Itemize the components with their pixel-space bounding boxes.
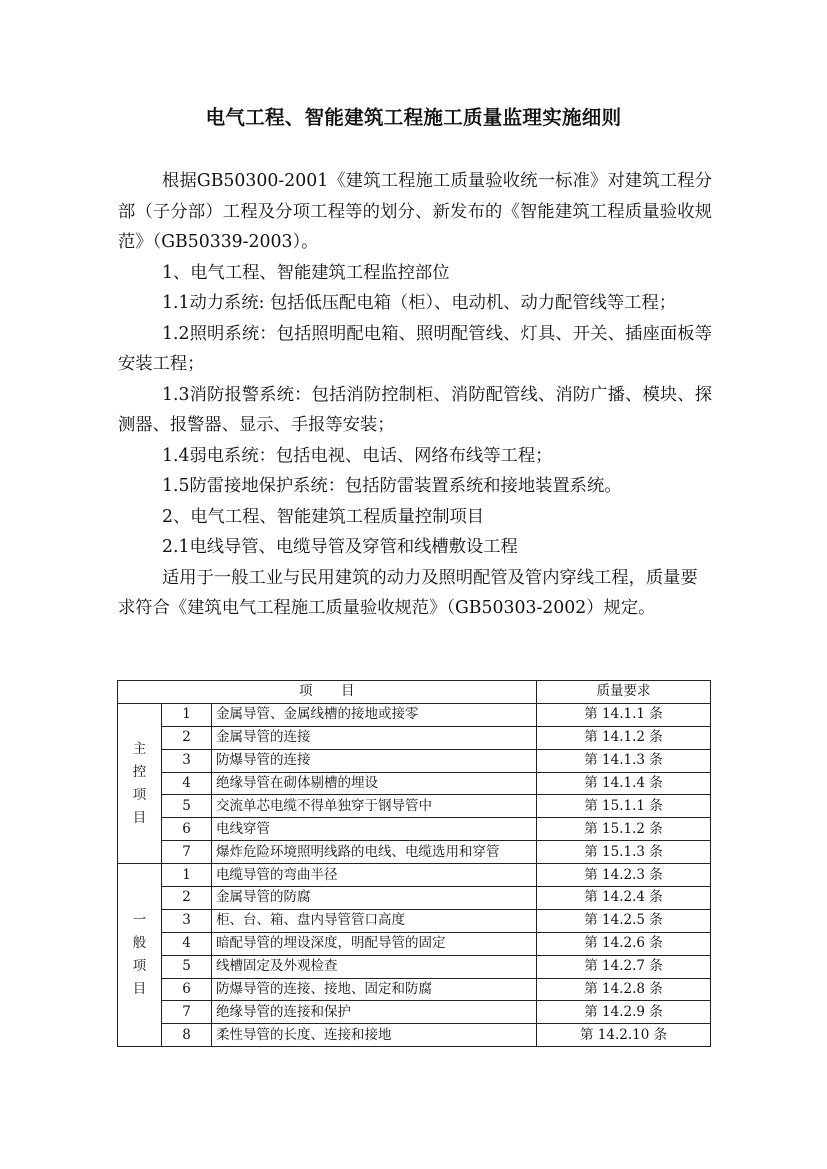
table-row	[118, 1001, 711, 1024]
item-1-2: 1.2照明系统：包括照明配电箱、照明配管线、灯具、开关、插座面板等安装工程；	[118, 323, 712, 374]
item-1-4: 1.4弱电系统：包括电视、电话、网络布线等工程；	[162, 445, 553, 466]
row-number: 4	[162, 932, 212, 955]
table-row	[118, 864, 711, 887]
section-heading-2: 2、电气工程、智能建筑工程质量控制项目	[162, 506, 485, 527]
table-row	[118, 818, 711, 841]
row-item: 暗配导管的埋设深度，明配导管的固定	[212, 932, 537, 955]
row-requirement: 第 14.2.6 条	[537, 932, 711, 955]
item-1-1: 1.1动力系统: 包括低压配电箱（柜）、电动机、动力配管线等工程；	[162, 293, 677, 313]
table-row	[118, 772, 711, 795]
table-row	[118, 978, 711, 1001]
intro-paragraph: 根据GB50300-2001《建筑工程施工质量验收统一标准》对建筑工程分部（子分部）工程及分项工程等的划分、新发布的《智能建筑工程质量验收规范》（GB50339-2003）。	[118, 171, 712, 252]
row-requirement: 第 14.2.9 条	[537, 1001, 711, 1024]
row-requirement: 第 14.1.1 条	[537, 703, 711, 726]
row-requirement: 第 14.2.7 条	[537, 955, 711, 978]
row-requirement: 第 15.1.1 条	[537, 795, 711, 818]
table-row	[118, 932, 711, 955]
row-number: 6	[162, 978, 212, 1001]
row-number: 4	[162, 772, 212, 795]
group-label-general: 一 般 项 目	[118, 864, 162, 1047]
row-number: 6	[162, 818, 212, 841]
row-item: 防爆导管的连接	[212, 749, 537, 772]
row-requirement: 第 14.1.3 条	[537, 749, 711, 772]
item-1-5: 1.5防雷接地保护系统：包括防雷装置系统和接地装置系统。	[162, 476, 622, 496]
row-item: 防爆导管的连接、接地、固定和防腐	[212, 978, 537, 1001]
row-item: 交流单芯电缆不得单独穿于钢导管中	[212, 795, 537, 818]
row-number: 8	[162, 1024, 212, 1047]
row-item: 爆炸危险环境照明线路的电线、电缆选用和穿管	[212, 841, 537, 864]
row-item: 金属导管的连接	[212, 726, 537, 749]
item-2-1: 2.1电线导管、电缆导管及穿管和线槽敷设工程	[162, 537, 518, 557]
header-item: 项 目	[118, 681, 537, 704]
section-heading-1: 1、电气工程、智能建筑工程监控部位	[162, 262, 450, 283]
row-number: 3	[162, 909, 212, 932]
body-text	[118, 166, 712, 624]
row-requirement: 第 14.2.4 条	[537, 887, 711, 910]
row-number: 5	[162, 795, 212, 818]
item-1-3: 1.3消防报警系统：包括消防控制柜、消防配管线、消防广播、模块、探测器、报警器、显示、手报等安装；	[118, 384, 712, 435]
row-number: 1	[162, 864, 212, 887]
table-row	[118, 726, 711, 749]
table-row	[118, 841, 711, 864]
applicability-paragraph: 适用于一般工业与民用建筑的动力及照明配管及管内穿线工程，质量要求符合《建筑电气工程施工质量验收规范》（GB50303-2002）规定。	[118, 567, 698, 618]
table-row	[118, 909, 711, 932]
row-number: 3	[162, 749, 212, 772]
row-item: 柜、台、箱、盘内导管管口高度	[212, 909, 537, 932]
row-requirement: 第 15.1.2 条	[537, 818, 711, 841]
row-requirement: 第 15.1.3 条	[537, 841, 711, 864]
quality-requirements-table	[117, 680, 711, 1047]
row-item: 电缆导管的弯曲半径	[212, 864, 537, 887]
row-requirement: 第 14.2.8 条	[537, 978, 711, 1001]
table-row	[118, 1024, 711, 1047]
row-requirement: 第 14.2.10 条	[537, 1024, 711, 1047]
table-row	[118, 703, 711, 726]
group-label-main-control: 主 控 项 目	[118, 703, 162, 863]
row-item: 电线穿管	[212, 818, 537, 841]
table-row	[118, 749, 711, 772]
document-title: 电气工程、智能建筑工程施工质量监理实施细则	[205, 106, 622, 129]
row-requirement: 第 14.1.2 条	[537, 726, 711, 749]
table-row	[118, 887, 711, 910]
row-item: 金属导管的防腐	[212, 887, 537, 910]
table-row	[118, 795, 711, 818]
row-item: 柔性导管的长度、连接和接地	[212, 1024, 537, 1047]
row-item: 线槽固定及外观检查	[212, 955, 537, 978]
row-number: 7	[162, 841, 212, 864]
table-header-row	[118, 681, 711, 704]
row-number: 2	[162, 726, 212, 749]
row-item: 金属导管、金属线槽的接地或接零	[212, 703, 537, 726]
row-item: 绝缘导管的连接和保护	[212, 1001, 537, 1024]
table-row	[118, 955, 711, 978]
row-number: 2	[162, 887, 212, 910]
header-requirement: 质量要求	[537, 681, 711, 704]
row-requirement: 第 14.2.5 条	[537, 909, 711, 932]
row-requirement: 第 14.2.3 条	[537, 864, 711, 887]
row-number: 7	[162, 1001, 212, 1024]
row-item: 绝缘导管在砌体剔槽的埋设	[212, 772, 537, 795]
row-number: 1	[162, 703, 212, 726]
row-requirement: 第 14.1.4 条	[537, 772, 711, 795]
row-number: 5	[162, 955, 212, 978]
